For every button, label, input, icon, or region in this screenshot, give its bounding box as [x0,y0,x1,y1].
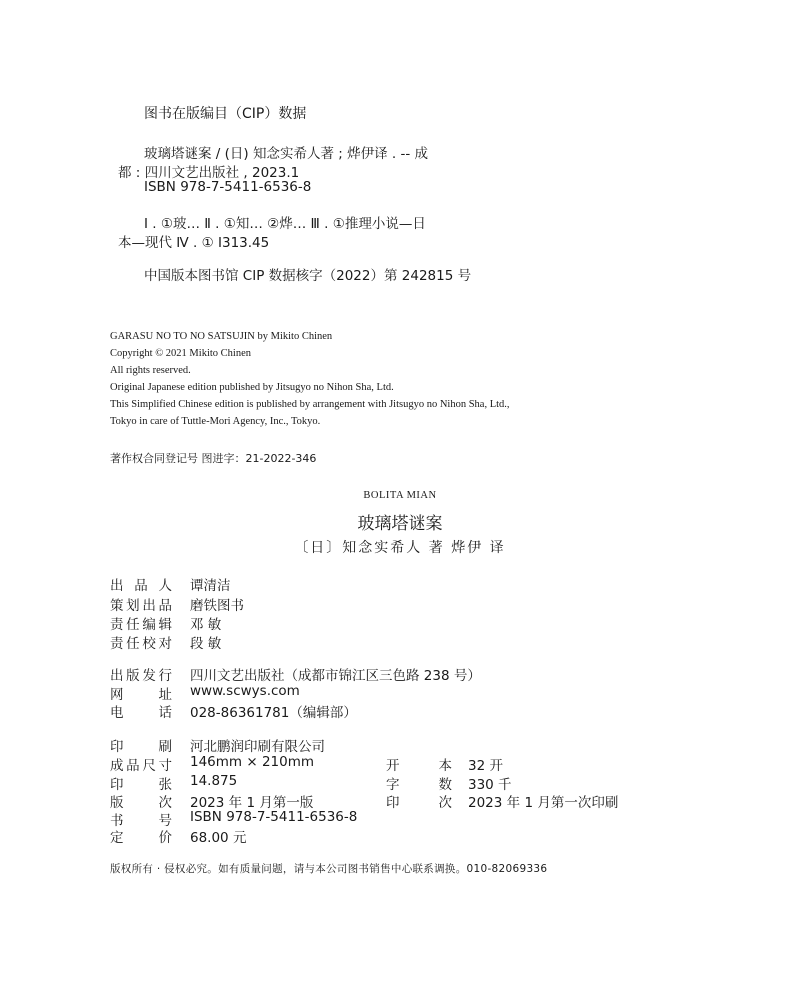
cip-heading: 图书在版编目（CIP）数据 [144,106,307,122]
cip-line: 本—现代 Ⅳ . ① I313.45 [118,235,270,251]
staff-label: 责任编辑 [110,617,172,633]
cip-data-number: 中国版本图书馆 CIP 数据核字（2022）第 242815 号 [144,268,472,284]
staff-value: 谭清洁 [190,578,231,594]
copyright-footer: 版权所有 · 侵权必究。如有质量问题，请与本公司图书销售中心联系调换。010-82069336 [110,863,548,875]
english-copyright-line: All rights reserved. [110,365,191,376]
cip-line: 都 : 四川文艺出版社 , 2023.1 [118,165,300,181]
staff-label: 责任校对 [110,636,172,652]
spec-value: 68.00 元 [190,830,247,846]
staff-value: 段 敏 [190,636,222,652]
spec-value: 146mm × 210mm [190,754,315,770]
staff-label: 策划出品 [110,598,172,614]
english-copyright-line: This Simplified Chinese edition is published by arrangement with Jitsugyo no Nihon Sha, Ltd., [110,399,510,410]
english-copyright-line: GARASU NO TO NO SATSUJIN by Mikito Chinen [110,331,333,342]
staff-value: 磨铁图书 [190,598,244,614]
spec-value: 14.875 [190,773,238,789]
spec-label: 印刷 [110,739,172,755]
cip-line: ISBN 978-7-5411-6536-8 [144,179,312,195]
spec-label: 书号 [110,813,172,829]
cip-line: Ⅰ . ①玻… Ⅱ . ①知… ②烨… Ⅲ . ①推理小说—日 [144,216,426,232]
staff-value: 邓 敏 [190,617,222,633]
spec-value: 2023 年 1 月第一次印刷 [468,795,619,811]
spec-value: 32 开 [468,758,503,774]
spec-value: 河北鹏润印刷有限公司 [190,739,325,755]
cip-line: 玻璃塔谜案 / (日) 知念实希人著 ; 烨伊译 . -- 成 [144,146,428,162]
website-value: www.scwys.com [190,683,300,699]
phone-value: 028-86361781（编辑部） [190,705,357,721]
english-copyright-line: Copyright © 2021 Mikito Chinen [110,348,251,359]
spec-value: 2023 年 1 月第一版 [190,795,314,811]
copyright-registration: 著作权合同登记号 图进字：21-2022-346 [110,452,317,465]
phone-label: 电话 [110,705,172,721]
website-label: 网址 [110,687,172,703]
english-copyright-line: Tokyo in care of Tuttle-Mori Agency, Inc., Tokyo. [110,416,321,427]
spec-label: 成品尺寸 [110,758,172,774]
spec-label: 定价 [110,830,172,846]
english-copyright-line: Original Japanese edition published by Jitsugyo no Nihon Sha, Ltd. [110,382,394,393]
publisher-label: 出版发行 [110,668,172,684]
spec-value: 330 千 [468,777,512,793]
spec-value: ISBN 978-7-5411-6536-8 [190,809,358,825]
publisher-value: 四川文艺出版社（成都市锦江区三色路 238 号） [190,668,481,684]
spec-label: 印张 [110,777,172,793]
spec-label: 开本 [386,758,452,774]
spec-label: 字数 [386,777,452,793]
spec-label: 印次 [386,795,452,811]
staff-label: 出品人 [110,578,172,594]
book-authors: 〔日〕知念实希人 著 烨伊 译 [294,540,506,556]
book-pinyin: BOLITA MIAN [363,490,437,501]
book-title: 玻璃塔谜案 [357,514,443,534]
spec-label: 版次 [110,795,172,811]
